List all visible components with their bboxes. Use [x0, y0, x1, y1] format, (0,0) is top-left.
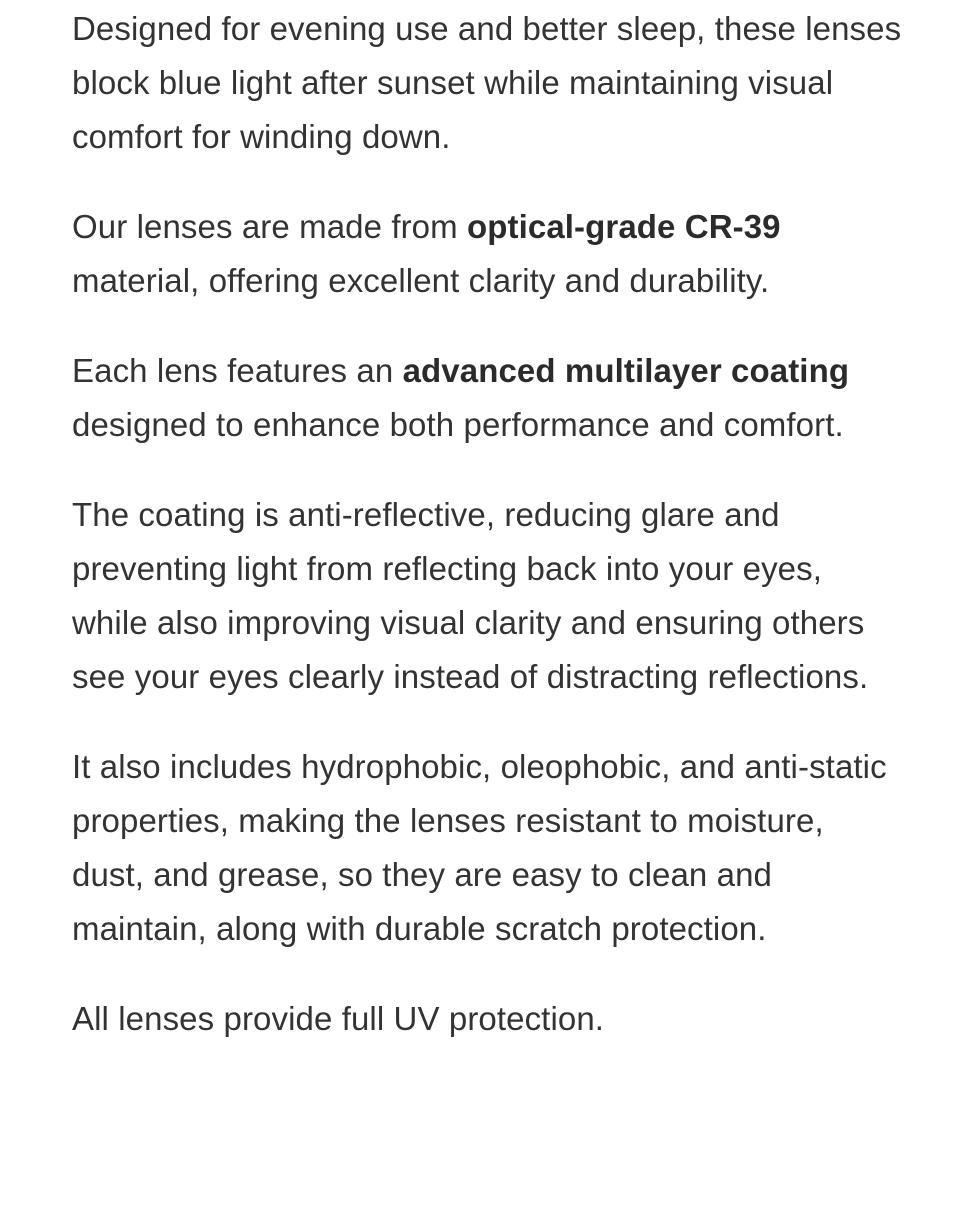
material-highlight: optical-grade CR-39 — [467, 208, 781, 245]
description-paragraph-evening-use: Designed for evening use and better sleep, these lenses block blue light after sunset while maintaining visual comfort for winding down. — [72, 10, 902, 155]
coating-text-lead: Each lens features an — [72, 352, 403, 389]
coating-text-tail: designed to enhance both performance and comfort. — [72, 406, 844, 443]
description-paragraph-material — [72, 200, 902, 308]
material-text-lead: Our lenses are made from — [72, 208, 467, 245]
coating-highlight: advanced multilayer coating — [402, 352, 850, 389]
material-text-tail: material, offering excellent clarity and durability. — [72, 262, 770, 299]
description-paragraph-uv-protection: All lenses provide full UV protection. — [72, 1000, 605, 1037]
product-description — [72, 2, 902, 1046]
description-paragraph-anti-reflective: The coating is anti-reflective, reducing glare and preventing light from reflecting back into your eyes, while also improving visual clarity and ensuring others see your eyes clearly instead of distracting reflections. — [72, 496, 869, 695]
description-paragraph-coating — [72, 344, 902, 452]
description-paragraph-protective-properties: It also includes hydrophobic, oleophobic, and anti-static properties, making the lenses resistant to moisture, dust, and grease, so they are easy to clean and maintain, along with durable scratch protection. — [72, 748, 887, 947]
